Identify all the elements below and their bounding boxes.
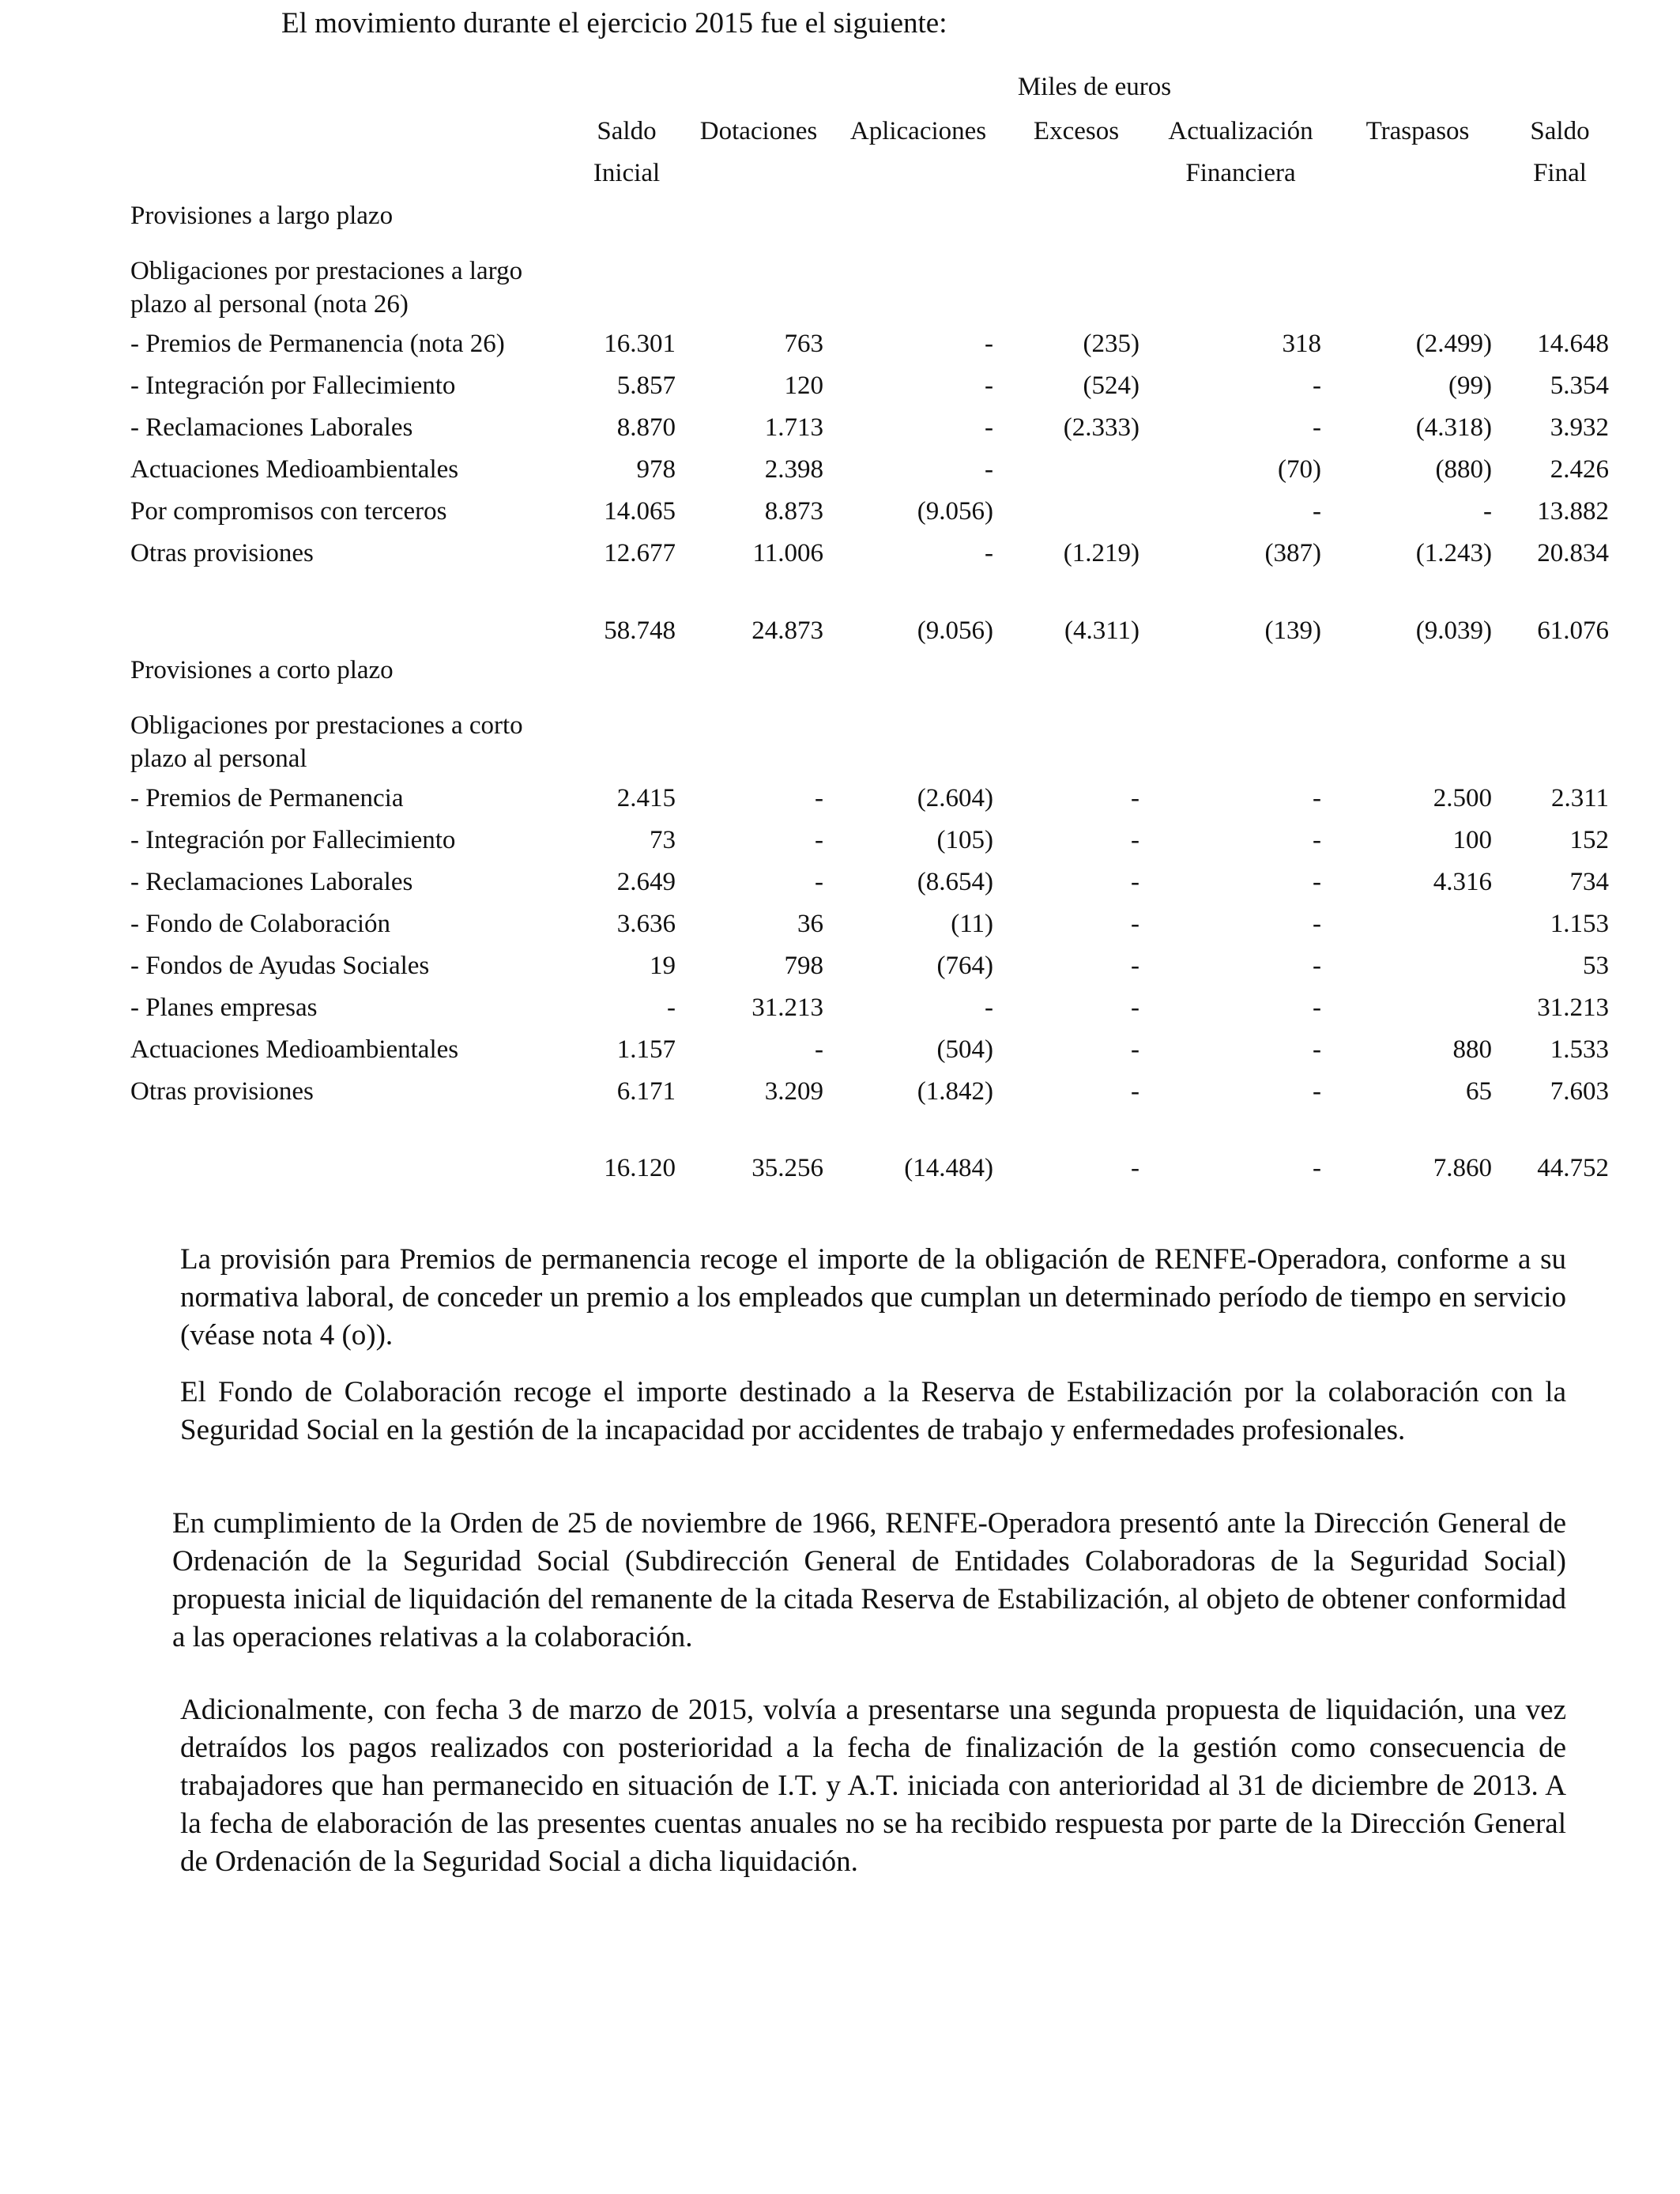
cell-value: 152 xyxy=(1569,826,1609,854)
cell-value: (4.318) xyxy=(1415,413,1492,442)
cell-value: (387) xyxy=(1264,539,1321,567)
cell-value: 1.713 xyxy=(764,413,823,442)
cell-value: (105) xyxy=(936,826,993,854)
cell-value: 35.256 xyxy=(751,1154,823,1182)
row-label: - Premios de Permanencia xyxy=(130,784,404,812)
cell-value: 4.316 xyxy=(1433,868,1492,896)
cell-value: 100 xyxy=(1452,826,1492,854)
cell-value: - xyxy=(985,330,993,358)
cell-value: (9.056) xyxy=(917,616,993,645)
cell-value: (2.333) xyxy=(1063,413,1139,442)
paragraph: Adicionalmente, con fecha 3 de marzo de 2015, volvía a presentarse una segunda propuesta de liquidación, una vez detraídos los pagos realizados con posterioridad a la fecha de finalización de la gestión como consecuencia de trabajadores que han permanecido en situación de I.T. y A.T. iniciada con anterioridad al 31 de diciembre de 2013. A la fecha de elaboración de las presentes cuentas anuales no se ha recibido respuesta por parte de la Dirección General de Ordenación de la Seguridad Social a dicha liquidación. xyxy=(180,1694,1566,1878)
cell-value: (8.654) xyxy=(917,868,993,896)
cell-value: 734 xyxy=(1569,868,1609,896)
cell-value: 3.932 xyxy=(1550,413,1609,442)
cell-value: - xyxy=(1313,826,1321,854)
cell-value: 2.649 xyxy=(616,868,676,896)
cell-value: (1.219) xyxy=(1063,539,1139,567)
table-row xyxy=(0,492,1680,531)
cell-value: 1.533 xyxy=(1550,1035,1609,1064)
paragraph: El Fondo de Colaboración recoge el importe destinado a la Reserva de Estabilización por la colaboración con la Seguridad Social en la gestión de la incapacidad por accidentes de trabajo y enfermedades profesionales. xyxy=(180,1376,1566,1446)
cell-value: 2.500 xyxy=(1433,784,1492,812)
cell-value: 2.311 xyxy=(1550,784,1609,812)
table-row xyxy=(0,862,1680,902)
cell-value: 880 xyxy=(1452,1035,1492,1064)
cell-value: 7.860 xyxy=(1433,1154,1492,1182)
cell-value: 5.857 xyxy=(616,371,676,400)
cell-value: 44.752 xyxy=(1537,1154,1609,1182)
table-row xyxy=(0,904,1680,944)
cell-value: - xyxy=(1313,910,1321,938)
cell-value: - xyxy=(667,993,676,1022)
cell-value: - xyxy=(1313,868,1321,896)
cell-value: 16.301 xyxy=(604,330,676,358)
cell-value: 16.120 xyxy=(604,1154,676,1182)
cell-value: 120 xyxy=(784,371,823,400)
cell-value: - xyxy=(815,826,823,854)
cell-value: 14.065 xyxy=(604,497,676,526)
cell-value: (4.311) xyxy=(1064,616,1139,645)
cell-value: 53 xyxy=(1583,952,1609,980)
cell-value: (14.484) xyxy=(904,1154,993,1182)
cell-value: 5.354 xyxy=(1550,371,1609,400)
cell-value: 1.157 xyxy=(616,1035,676,1064)
cell-value: 14.648 xyxy=(1537,330,1609,358)
row-label: - Reclamaciones Laborales xyxy=(130,413,413,442)
column-header-line1: Saldo xyxy=(1530,117,1590,145)
cell-value: (70) xyxy=(1278,455,1321,484)
cell-value: 61.076 xyxy=(1537,616,1609,645)
row-label: - Reclamaciones Laborales xyxy=(130,868,413,896)
cell-value: 20.834 xyxy=(1537,539,1609,567)
cell-value: (764) xyxy=(936,952,993,980)
cell-value: 7.603 xyxy=(1550,1077,1609,1106)
column-header-line1: Saldo xyxy=(597,117,657,145)
cell-value: - xyxy=(985,455,993,484)
section-title-short-term: Provisiones a corto plazo xyxy=(130,656,394,684)
row-label: - Integración por Fallecimiento xyxy=(130,371,456,400)
row-label: Por compromisos con terceros xyxy=(130,497,447,526)
intro-text: El movimiento durante el ejercicio 2015 fue el siguiente: xyxy=(281,7,947,40)
section-title-long-term: Provisiones a largo plazo xyxy=(130,202,394,230)
cell-value: - xyxy=(1131,826,1139,854)
cell-value: - xyxy=(1131,784,1139,812)
cell-value: - xyxy=(1483,497,1492,526)
cell-value: - xyxy=(1313,497,1321,526)
cell-value: (99) xyxy=(1448,371,1492,400)
group-label-line: plazo al personal xyxy=(130,745,307,773)
cell-value: - xyxy=(1313,784,1321,812)
cell-value: - xyxy=(985,371,993,400)
group-label-line: Obligaciones por prestaciones a largo xyxy=(130,257,523,285)
row-label: Actuaciones Medioambientales xyxy=(130,455,459,484)
cell-value: - xyxy=(1131,952,1139,980)
cell-value: 31.213 xyxy=(751,993,823,1022)
column-header-line2: Financiera xyxy=(1185,159,1296,187)
cell-value: - xyxy=(1131,993,1139,1022)
cell-value: (9.039) xyxy=(1415,616,1492,645)
cell-value: 19 xyxy=(650,952,676,980)
cell-value: 3.209 xyxy=(764,1077,823,1106)
cell-value: 8.873 xyxy=(764,497,823,526)
cell-value: 12.677 xyxy=(604,539,676,567)
table-row xyxy=(0,450,1680,489)
column-header-line2: Dotaciones xyxy=(699,117,818,145)
cell-value: - xyxy=(815,1035,823,1064)
cell-value: (524) xyxy=(1083,371,1139,400)
row-label: Otras provisiones xyxy=(130,1077,314,1106)
cell-value: 6.171 xyxy=(616,1077,676,1106)
cell-value: (1.243) xyxy=(1415,539,1492,567)
cell-value: - xyxy=(1131,1077,1139,1106)
group-label-line: Obligaciones por prestaciones a corto xyxy=(130,711,523,740)
column-header-line2: Inicial xyxy=(593,159,661,187)
cell-value: - xyxy=(815,868,823,896)
row-label: - Premios de Permanencia (nota 26) xyxy=(130,330,505,358)
row-label: Otras provisiones xyxy=(130,539,314,567)
cell-value: 24.873 xyxy=(751,616,823,645)
cell-value: - xyxy=(1131,1154,1139,1182)
cell-value: - xyxy=(1131,868,1139,896)
cell-value: 36 xyxy=(797,910,823,938)
cell-value: 13.882 xyxy=(1537,497,1609,526)
cell-value: 73 xyxy=(650,826,676,854)
cell-value: 11.006 xyxy=(752,539,823,567)
cell-value: 8.870 xyxy=(616,413,676,442)
row-label: - Fondo de Colaboración xyxy=(130,910,391,938)
cell-value: - xyxy=(1313,1035,1321,1064)
cell-value: 2.415 xyxy=(616,784,676,812)
table-row xyxy=(0,366,1680,405)
cell-value: 2.398 xyxy=(764,455,823,484)
column-header-line2: Aplicaciones xyxy=(849,117,987,145)
column-header-line2: Final xyxy=(1533,159,1587,187)
cell-value: (139) xyxy=(1264,616,1321,645)
table-row xyxy=(0,533,1680,573)
total-row xyxy=(0,611,1680,650)
cell-value: - xyxy=(985,539,993,567)
cell-value: - xyxy=(1131,1035,1139,1064)
cell-value: 978 xyxy=(636,455,676,484)
cell-value: - xyxy=(1131,910,1139,938)
row-label: - Integración por Fallecimiento xyxy=(130,826,456,854)
cell-value: - xyxy=(815,784,823,812)
table-row xyxy=(0,778,1680,818)
cell-value: - xyxy=(1313,413,1321,442)
cell-value: 58.748 xyxy=(604,616,676,645)
table-row xyxy=(0,324,1680,364)
cell-value: - xyxy=(1313,1077,1321,1106)
paragraph: La provisión para Premios de permanencia recoge el importe de la obligación de RENFE-Operadora, conforme a su normativa laboral, de conceder un premio a los empleados que cumplan un determinado período de tiempo en servicio (véase nota 4 (o)). xyxy=(180,1243,1566,1351)
cell-value: 318 xyxy=(1282,330,1321,358)
row-label: Actuaciones Medioambientales xyxy=(130,1035,459,1064)
column-header xyxy=(1441,111,1678,194)
cell-value: (2.604) xyxy=(917,784,993,812)
cell-value: - xyxy=(985,413,993,442)
paragraph: En cumplimiento de la Orden de 25 de noviembre de 1966, RENFE-Operadora presentó ante la Dirección General de Ordenación de la Seguridad Social (Subdirección General de Entidades Colaboradoras de la Seguridad Social) propuesta inicial de liquidación del remanente de la citada Reserva de Estabilización, al objeto de obtener conformidad a las operaciones relativas a la colaboración. xyxy=(172,1507,1566,1653)
column-header-line2: Excesos xyxy=(1033,117,1120,145)
table-row xyxy=(0,946,1680,986)
group-label-line: plazo al personal (nota 26) xyxy=(130,290,409,319)
table-row xyxy=(0,408,1680,447)
cell-value: 1.153 xyxy=(1550,910,1609,938)
group-label-short-term xyxy=(130,709,523,775)
cell-value: (11) xyxy=(951,910,993,938)
column-header-line2: Traspasos xyxy=(1365,117,1470,145)
cell-value: (2.499) xyxy=(1415,330,1492,358)
cell-value: 65 xyxy=(1466,1077,1492,1106)
cell-value: 798 xyxy=(784,952,823,980)
cell-value: - xyxy=(985,993,993,1022)
table-row xyxy=(0,1072,1680,1111)
table-row xyxy=(0,820,1680,860)
cell-value: (9.056) xyxy=(917,497,993,526)
total-row xyxy=(0,1148,1680,1188)
table-row xyxy=(0,1030,1680,1069)
cell-value: - xyxy=(1313,952,1321,980)
cell-value: (880) xyxy=(1435,455,1492,484)
cell-value: (504) xyxy=(936,1035,993,1064)
row-label: - Fondos de Ayudas Sociales xyxy=(130,952,430,980)
unit-label: Miles de euros xyxy=(1017,73,1172,101)
cell-value: - xyxy=(1313,371,1321,400)
group-label-long-term xyxy=(130,254,522,321)
cell-value: - xyxy=(1313,1154,1321,1182)
row-label: - Planes empresas xyxy=(130,993,318,1022)
cell-value: (235) xyxy=(1083,330,1139,358)
table-row xyxy=(0,988,1680,1027)
cell-value: 31.213 xyxy=(1537,993,1609,1022)
cell-value: 2.426 xyxy=(1550,455,1609,484)
cell-value: - xyxy=(1313,993,1321,1022)
cell-value: 763 xyxy=(784,330,823,358)
cell-value: 3.636 xyxy=(616,910,676,938)
column-header-line1: Actualización xyxy=(1168,117,1313,145)
cell-value: (1.842) xyxy=(917,1077,993,1106)
